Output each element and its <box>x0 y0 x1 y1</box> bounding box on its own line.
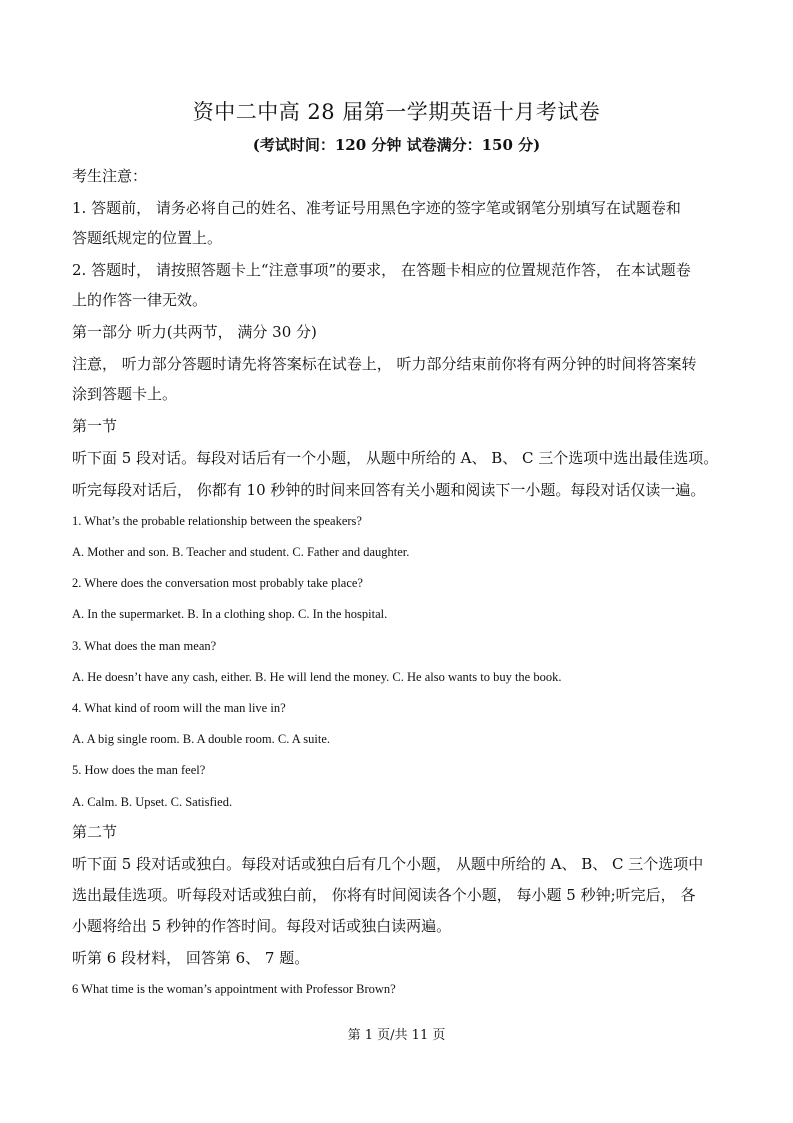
notice-item1-line1: 1. 答题前， 请务必将自己的姓名、准考证号用黑色字迹的签字笔或钢笔分别填写在试题卷和 <box>72 199 681 217</box>
section2-instruction-line1: 听下面 5 段对话或独白。每段对话或独白后有几个小题， 从题中所给的 A、 B、 C 三个选项中 <box>72 855 704 873</box>
section2-instruction-line2: 选出最佳选项。听每段对话或独白前， 你将有时间阅读各个小题， 每小题 5 秒钟;听完后， 各 <box>72 886 696 904</box>
question-5-options: A. Calm. B. Upset. C. Satisfied. <box>72 795 233 809</box>
question-4-options: A. A big single room. B. A double room. C. A suite. <box>72 732 331 746</box>
page-footer: 第 1 页/共 11 页 <box>347 1028 446 1043</box>
notice-item1-line2: 答题纸规定的位置上。 <box>72 229 223 247</box>
question-2: 2. Where does the conversation most probably take place? <box>72 576 363 590</box>
part1-note-line1: 注意， 听力部分答题时请先将答案标在试卷上， 听力部分结束前你将有两分钟的时间将答案转 <box>72 355 697 373</box>
question-2-options: A. In the supermarket. B. In a clothing shop. C. In the hospital. <box>72 607 388 621</box>
question-3-options: A. He doesn’t have any cash, either. B. He will lend the money. C. He also wants to buy the book. <box>72 670 562 684</box>
section2-instruction-line3: 小题将给出 5 秒钟的作答时间。每段对话或独白读两遍。 <box>72 917 452 935</box>
part1-heading: 第一部分 听力(共两节， 满分 30 分) <box>72 323 317 341</box>
part1-note-line2: 涂到答题卡上。 <box>72 385 178 403</box>
question-4: 4. What kind of room will the man live in? <box>72 701 286 715</box>
section2-heading: 第二节 <box>72 823 118 841</box>
exam-subtitle: (考试时间：120 分钟 试卷满分：150 分) <box>252 136 541 154</box>
section1-heading: 第一节 <box>72 417 118 435</box>
question-1-options: A. Mother and son. B. Teacher and student. C. Father and daughter. <box>72 545 410 559</box>
notice-item2-line2: 上的作答一律无效。 <box>72 291 208 309</box>
notice-item2-line1: 2. 答题时， 请按照答题卡上“注意事项”的要求， 在答题卡相应的位置规范作答， 在本试题卷 <box>72 261 691 279</box>
notice-heading: 考生注意： <box>72 167 148 185</box>
question-5: 5. How does the man feel? <box>72 763 206 777</box>
section1-instruction-line2: 听完每段对话后， 你都有 10 秒钟的时间来回答有关小题和阅读下一小题。每段对话仅读一遍。 <box>72 481 706 499</box>
exam-title: 资中二中高 28 届第一学期英语十月考试卷 <box>192 100 601 124</box>
material-6-heading: 听第 6 段材料， 回答第 6、 7 题。 <box>72 949 310 967</box>
question-3: 3. What does the man mean? <box>72 639 217 653</box>
section1-instruction-line1: 听下面 5 段对话。每段对话后有一个小题， 从题中所给的 A、 B、 C 三个选项中选出最佳选项。 <box>72 449 719 467</box>
question-1: 1. What’s the probable relationship between the speakers? <box>72 514 362 528</box>
question-6: 6 What time is the woman’s appointment with Professor Brown? <box>72 982 396 996</box>
